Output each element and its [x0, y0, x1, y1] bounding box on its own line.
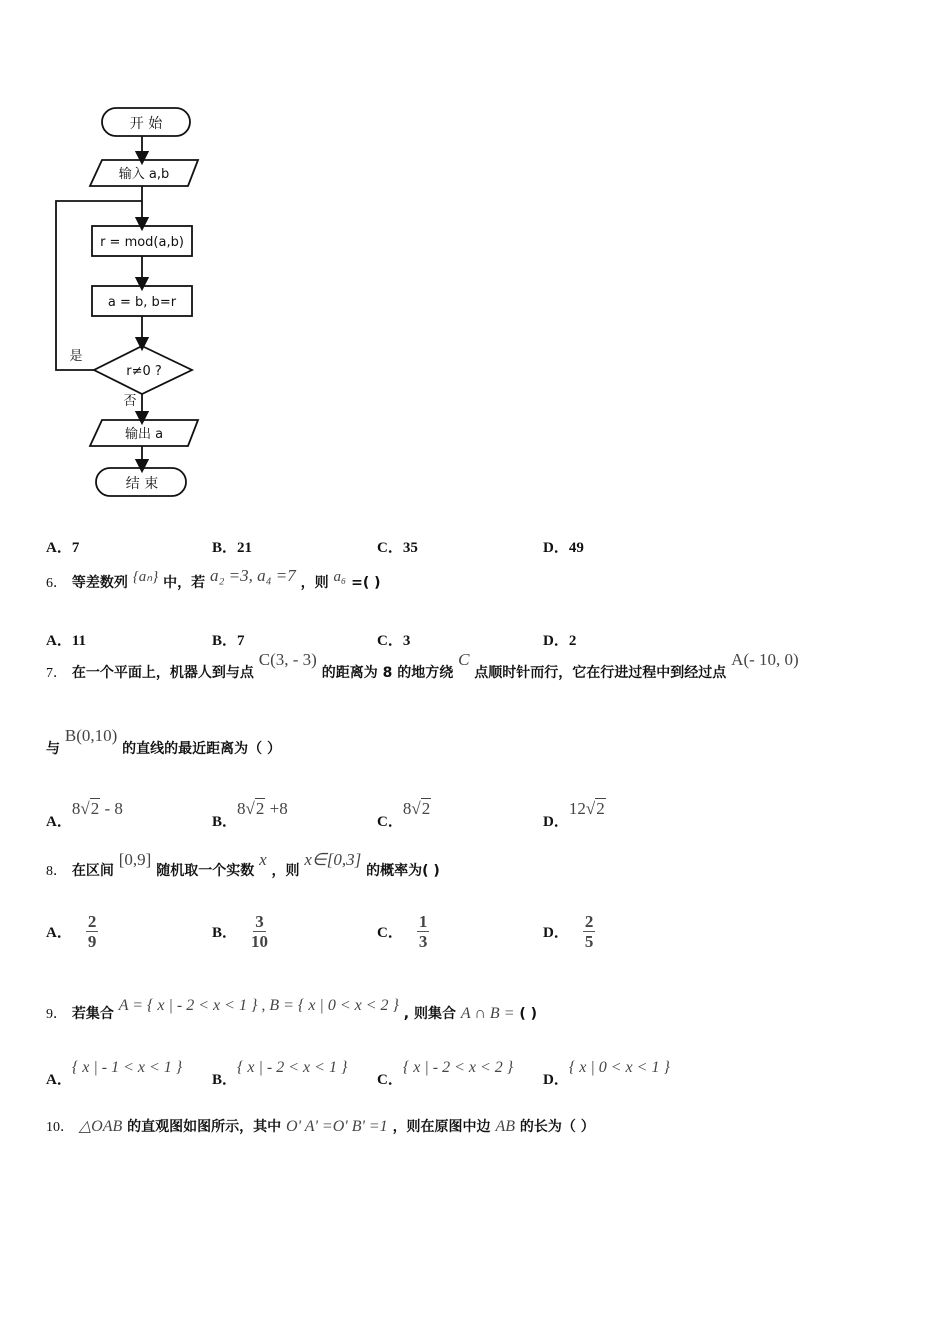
q9-text-1: 若集合: [71, 1006, 114, 1022]
q8-option-d-label: D．: [543, 925, 569, 941]
q8-option-d[interactable]: [543, 912, 595, 951]
q9-option-b-label: B．: [212, 1072, 238, 1088]
q10-text-2: ，则在原图中边: [392, 1119, 491, 1135]
q8-text-1: 在区间: [71, 863, 114, 879]
q10-text-1: 的直观图如图所示，其中: [127, 1119, 282, 1135]
q7-text-3: 点顺时针而行，它在行进过程中到经过点: [474, 665, 727, 681]
q8-option-a[interactable]: [46, 912, 98, 951]
flow-end-text: 结 束: [125, 476, 159, 492]
q7-math-4: B(0,10): [64, 726, 118, 745]
q6-math-1: {aₙ}: [132, 569, 159, 585]
q7-text-5: 的直线的最近距离为（ ）: [122, 741, 282, 757]
q8-math-2: x: [259, 850, 267, 869]
q9-text-2: , 则集合: [403, 1006, 456, 1022]
q10-math-3: AB: [495, 1118, 515, 1135]
q9-option-d-value: { x | 0 < x < 1 }: [568, 1059, 670, 1076]
q6-number: 6．: [46, 576, 67, 591]
q7-option-d-label: D．: [543, 814, 569, 830]
q5-option-a[interactable]: [46, 536, 79, 557]
q8-option-c[interactable]: [377, 912, 429, 951]
q7-option-c-label: C．: [377, 814, 403, 830]
q5-option-c-value: 35: [402, 540, 418, 556]
flow-yes-label: 是: [69, 349, 83, 364]
q6-option-c[interactable]: [377, 629, 410, 650]
q7-text-2: 的距离为 8 的地方绕: [321, 665, 454, 681]
flow-step2-text: a = b, b=r: [107, 295, 177, 310]
q7-option-a-value: 8√2 - 8: [71, 799, 123, 818]
q8-option-a-label: A．: [46, 925, 72, 941]
q9-option-a-value: { x | - 1 < x < 1 }: [71, 1059, 183, 1076]
flow-input-text: 输入 a,b: [118, 167, 170, 182]
q9-option-d-label: D．: [543, 1072, 569, 1088]
q7-text-1: 在一个平面上，机器人到与点: [71, 665, 254, 681]
q6-option-b-label: B．: [212, 633, 238, 649]
q9-option-c[interactable]: [377, 1056, 514, 1088]
q5-option-d-value: 49: [568, 540, 584, 556]
question-6: [46, 566, 381, 592]
q7-math-2: C: [458, 650, 470, 669]
q6-option-c-value: 3: [402, 633, 411, 649]
q5-option-c[interactable]: [377, 536, 418, 557]
q7-math-1: C(3, - 3): [258, 650, 317, 669]
q9-option-d[interactable]: [543, 1056, 670, 1088]
q8-option-d-fraction: $\frac{2}{5}$: [584, 912, 594, 951]
q7-option-a-label: A．: [46, 814, 72, 830]
q8-option-a-fraction: $\frac{2}{9}$: [87, 912, 97, 951]
q9-option-a-label: A．: [46, 1072, 72, 1088]
q7-text-4: 与: [46, 741, 60, 757]
q6-math-2: a₂ =3, a₄ =7: [209, 566, 296, 585]
q5-option-b[interactable]: [212, 536, 252, 557]
flow-no-label: 否: [123, 394, 137, 409]
q7-number: 7．: [46, 666, 67, 681]
q7-option-b-label: B．: [212, 814, 238, 830]
q8-option-c-label: C．: [377, 925, 403, 941]
q7-option-c[interactable]: [377, 798, 431, 830]
q6-option-b-value: 7: [237, 633, 245, 649]
question-7: [46, 650, 799, 682]
q7-math-3: A(- 10, 0): [731, 650, 799, 669]
flowchart: [50, 100, 210, 510]
question-8: [46, 850, 440, 880]
q7-option-d[interactable]: [543, 798, 606, 830]
question-7-line-2: [46, 726, 282, 758]
flow-decision-text: r≠0 ?: [126, 364, 162, 379]
q5-option-a-label: A．: [46, 540, 72, 556]
q8-math-1: [0,9]: [118, 850, 152, 869]
q8-text-4: 的概率为( ): [366, 863, 440, 879]
q6-math-3: a₆: [333, 569, 347, 585]
q7-option-b[interactable]: [212, 798, 288, 830]
q5-option-c-label: C．: [377, 540, 403, 556]
flow-start-text: 开 始: [129, 116, 163, 132]
q6-text-3: ，则: [300, 575, 329, 591]
q6-option-a[interactable]: [46, 629, 86, 650]
q6-option-d[interactable]: [543, 629, 576, 650]
flow-output-text: 输出 a: [124, 427, 164, 442]
q8-math-3: x∈[0,3]: [304, 850, 362, 869]
q6-text-2: 中，若: [163, 575, 206, 591]
q8-option-c-fraction: $\frac{1}{3}$: [418, 912, 428, 951]
q6-text-1: 等差数列: [71, 575, 128, 591]
q9-option-b-value: { x | - 2 < x < 1 }: [237, 1059, 348, 1076]
q5-option-a-value: 7: [71, 540, 80, 556]
q6-option-d-label: D．: [543, 633, 569, 649]
q6-option-d-value: 2: [568, 633, 577, 649]
q10-text-3: 的长为（ ）: [519, 1119, 595, 1135]
q9-option-c-value: { x | - 2 < x < 2 }: [402, 1059, 514, 1076]
q10-math-1: △OAB: [78, 1118, 123, 1135]
q7-option-c-value: 8√2: [402, 799, 431, 818]
q9-number: 9．: [46, 1007, 67, 1022]
q8-text-3: ，则: [271, 863, 300, 879]
q9-text-3: ( ): [519, 1006, 538, 1022]
q10-number: 10．: [46, 1120, 74, 1135]
q8-option-b-label: B．: [212, 925, 238, 941]
q9-math-1: A = { x | - 2 < x < 1 } , B = { x | 0 < x < 2 }: [118, 997, 399, 1014]
q9-option-c-label: C．: [377, 1072, 403, 1088]
q7-option-b-value: 8√2 +8: [237, 799, 288, 818]
q6-text-4: =( ): [351, 575, 381, 591]
question-9: [46, 997, 538, 1023]
question-10: [46, 1116, 595, 1136]
q9-option-b[interactable]: [212, 1056, 348, 1088]
q5-option-d-label: D．: [543, 540, 569, 556]
q5-option-b-value: 21: [237, 540, 253, 556]
q9-math-2: A ∩ B =: [460, 1005, 515, 1022]
q9-option-a[interactable]: [46, 1056, 183, 1088]
q7-option-d-value: 12√2: [568, 799, 605, 818]
q5-option-b-label: B．: [212, 540, 238, 556]
q5-option-d[interactable]: [543, 536, 584, 557]
q6-option-a-value: 11: [71, 633, 87, 649]
q10-math-2: O' A' =O' B' =1: [286, 1118, 388, 1135]
q6-option-c-label: C．: [377, 633, 403, 649]
q8-option-b[interactable]: [212, 912, 268, 951]
q8-number: 8．: [46, 864, 67, 879]
q8-option-b-fraction: $\frac{3}{10}$: [251, 912, 269, 951]
q6-option-b[interactable]: [212, 629, 245, 650]
q7-option-a[interactable]: [46, 798, 123, 830]
q8-text-2: 随机取一个实数: [156, 863, 255, 879]
flow-step1-text: r = mod(a,b): [100, 235, 184, 250]
q6-option-a-label: A．: [46, 633, 72, 649]
